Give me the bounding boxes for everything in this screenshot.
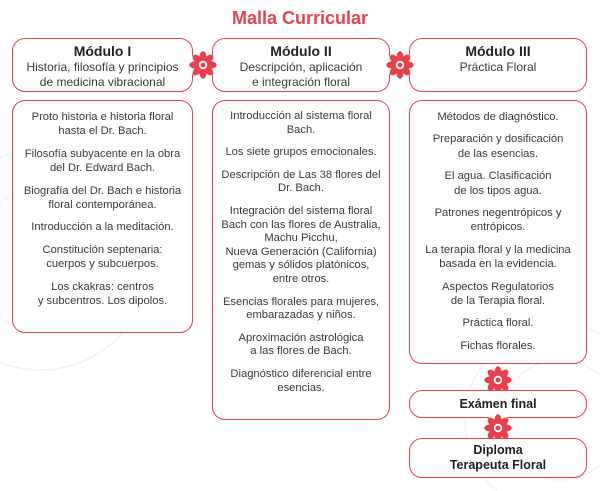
module-2-subtitle: Descripción, aplicación e integración floral	[239, 60, 363, 89]
module-3-title: Módulo III	[465, 43, 531, 59]
exam-label: Exámen final	[459, 397, 537, 411]
list-item: Filosofía subyacente en la obra del Dr. Edward Bach.	[24, 147, 181, 175]
list-item: Patrones negentrópicos y entrópicos.	[434, 207, 562, 234]
module-1-title: Módulo I	[73, 43, 132, 59]
flower-icon	[188, 50, 218, 80]
module-3-header	[409, 38, 587, 92]
list-item: La terapia floral y la medicina basada en la evidencia.	[425, 243, 571, 271]
list-item: Descripción de Las 38 flores del Dr. Bach.	[221, 168, 381, 195]
module-2-title: Módulo II	[270, 43, 332, 59]
module-1-subtitle: Historia, filosofía y principios de medicina vibracional	[26, 60, 179, 89]
flower-icon	[385, 50, 415, 80]
list-item: El agua. Clasificación de los tipos agua.	[444, 170, 552, 197]
list-item: Biografía del Dr. Bach e historia floral contemporánea.	[23, 184, 182, 212]
diagram-title: Malla Curricular	[231, 8, 369, 28]
diploma-box	[409, 438, 587, 478]
module-2-header	[212, 38, 390, 92]
module-3-content	[409, 100, 587, 364]
list-item: Introducción al sistema floral Bach.	[230, 110, 372, 136]
list-item: Métodos de diagnóstico.	[437, 111, 559, 123]
list-item: Los siete grupos emocionales.	[225, 146, 377, 159]
module-1-header	[12, 38, 193, 92]
list-item: Fichas florales.	[460, 339, 536, 352]
diploma-label: Diploma Terapeuta Floral	[449, 443, 547, 472]
list-item: Esencias florales para mujeres, embarazadas y niños.	[222, 295, 380, 322]
list-item: Aproximación astrológica a las flores de Bach.	[238, 331, 364, 358]
module-1-content	[12, 100, 193, 333]
list-item: Introducción a la meditación.	[31, 221, 174, 234]
list-item: Diagnóstico diferencial entre esencias.	[230, 367, 372, 394]
list-item: Práctica floral.	[462, 317, 534, 330]
module-3-subtitle: Práctica Floral	[459, 60, 537, 74]
list-item: Proto historia e historia floral hasta el Dr. Bach.	[31, 111, 174, 138]
list-item: Preparación y dosificación de las esencias.	[432, 133, 564, 160]
list-item: Los ckakras: centros y subcentros. Los dipolos.	[37, 280, 168, 308]
list-item: Aspectos Regulatorios de la Terapia floral.	[442, 280, 554, 308]
list-item: Constitución septenaria: cuerpos y subcuerpos.	[42, 243, 163, 271]
module-2-content	[212, 100, 390, 420]
list-item: Integración del sistema floral Bach con las flores de Australia, Machu Picchu, Nueva Generación (California) gemas y sólidos platónicos, entre otros.	[221, 204, 381, 285]
